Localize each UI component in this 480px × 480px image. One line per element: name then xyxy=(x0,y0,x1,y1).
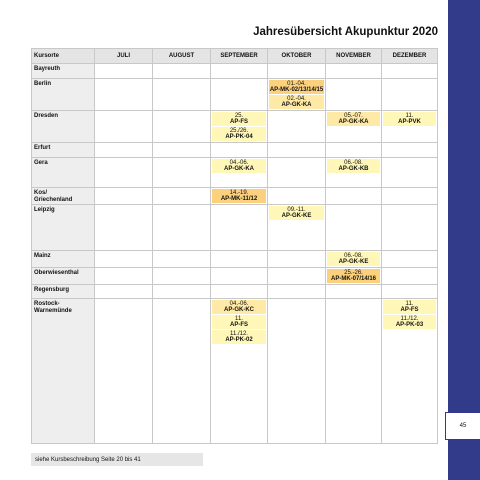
table-row xyxy=(32,285,438,299)
course-date: 25.-26. xyxy=(344,269,363,276)
table-row xyxy=(32,205,438,251)
course-code: AP-PK-03 xyxy=(395,322,424,328)
course-code: AP-GK-KE xyxy=(338,259,369,265)
location-kos xyxy=(32,188,95,205)
course-date: 06.-08. xyxy=(344,159,363,166)
course-entry xyxy=(212,189,266,203)
location-regensburg: Regensburg xyxy=(32,285,95,299)
location-name-line1: Kos/ xyxy=(34,190,48,196)
header-september: SEPTEMBER xyxy=(211,49,268,64)
location-name-line2: Griechenland xyxy=(34,197,73,203)
location-gera: Gera xyxy=(32,158,95,188)
right-margin-bar xyxy=(448,0,480,480)
course-date: 05.-07. xyxy=(344,112,363,119)
header-kursorte: Kursorte xyxy=(32,49,95,64)
table-row xyxy=(32,299,438,444)
course-entry xyxy=(269,95,324,109)
course-code: AP-FS xyxy=(230,119,248,125)
course-entry xyxy=(212,112,266,126)
location-dresden: Dresden xyxy=(32,111,95,143)
course-entry xyxy=(212,315,266,329)
table-row xyxy=(32,188,438,205)
course-code: AP-FS xyxy=(230,322,248,328)
header-juli: JULI xyxy=(95,49,153,64)
course-code: AP-MK-07/14/16 xyxy=(330,276,377,282)
course-date: 25./26. xyxy=(229,127,249,134)
table-row xyxy=(32,143,438,158)
course-code: AP-GK-KE xyxy=(281,213,312,219)
course-date: 25. xyxy=(234,112,244,119)
location-oberwiesenthal: Oberwiesenthal xyxy=(32,268,95,285)
course-code: AP-GK-KC xyxy=(224,307,254,313)
course-entry xyxy=(269,80,324,94)
course-date: 14.-19. xyxy=(229,189,249,196)
course-entry xyxy=(212,159,266,173)
location-berlin: Berlin xyxy=(32,79,95,111)
location-rostock xyxy=(32,299,95,444)
location-name-line2: Warnemünde xyxy=(34,308,72,314)
table-row xyxy=(32,268,438,285)
course-entry xyxy=(212,330,266,344)
course-code: AP-PVK xyxy=(398,119,421,125)
course-entry xyxy=(383,112,436,126)
page-title: Jahresübersicht Akupunktur 2020 xyxy=(253,26,438,38)
footer-note: siehe Kursbeschreibung Seite 20 bis 41 xyxy=(31,453,203,466)
location-erfurt: Erfurt xyxy=(32,143,95,158)
course-entry xyxy=(327,252,380,266)
course-code: AP-GK-KA xyxy=(338,119,369,125)
course-code: AP-GK-KA xyxy=(224,166,254,172)
course-code: AP-GK-KA xyxy=(281,102,312,108)
course-date: 11. xyxy=(235,315,243,322)
course-code: AP-PK-04 xyxy=(225,134,253,140)
table-row xyxy=(32,251,438,268)
course-date: 01.-04. xyxy=(287,80,306,87)
course-date: 04.-06. xyxy=(229,300,249,307)
course-entry xyxy=(383,300,436,314)
table-row xyxy=(32,79,438,111)
course-code: AP-MK-11/12 xyxy=(220,196,258,202)
location-name-line1: Rostock- xyxy=(34,301,60,307)
course-date: 11./12. xyxy=(230,330,248,337)
course-entry xyxy=(212,300,266,314)
location-bayreuth: Bayreuth xyxy=(32,64,95,79)
course-code: AP-PK-02 xyxy=(225,337,253,343)
course-date: 02.-04. xyxy=(287,95,306,102)
location-leipzig: Leipzig xyxy=(32,205,95,251)
header-dezember: DEZEMBER xyxy=(382,49,438,64)
header-oktober: OKTOBER xyxy=(268,49,326,64)
header-row xyxy=(32,49,438,64)
table-row xyxy=(32,158,438,188)
course-schedule-table xyxy=(31,48,438,444)
course-code: AP-GK-KB xyxy=(338,166,369,172)
course-date: 11./12. xyxy=(400,315,419,322)
course-entry xyxy=(327,159,380,173)
course-date: 04.-06. xyxy=(229,159,249,166)
course-entry xyxy=(327,112,380,126)
course-date: 09.-11. xyxy=(287,206,306,213)
course-code: AP-FS xyxy=(400,307,419,313)
course-date: 11. xyxy=(405,300,414,307)
table-row xyxy=(32,111,438,143)
header-august: AUGUST xyxy=(153,49,211,64)
location-mainz: Mainz xyxy=(32,251,95,268)
course-entry xyxy=(212,127,266,141)
table-row xyxy=(32,64,438,79)
course-entry xyxy=(327,269,380,283)
course-entry xyxy=(269,206,324,220)
course-entry xyxy=(383,315,436,329)
page-number: 45 xyxy=(445,412,480,440)
course-code: AP-MK-02/13/14/15 xyxy=(269,87,324,93)
course-date: 11. xyxy=(405,112,414,119)
header-november: NOVEMBER xyxy=(326,49,382,64)
course-date: 06.-08. xyxy=(344,252,363,259)
